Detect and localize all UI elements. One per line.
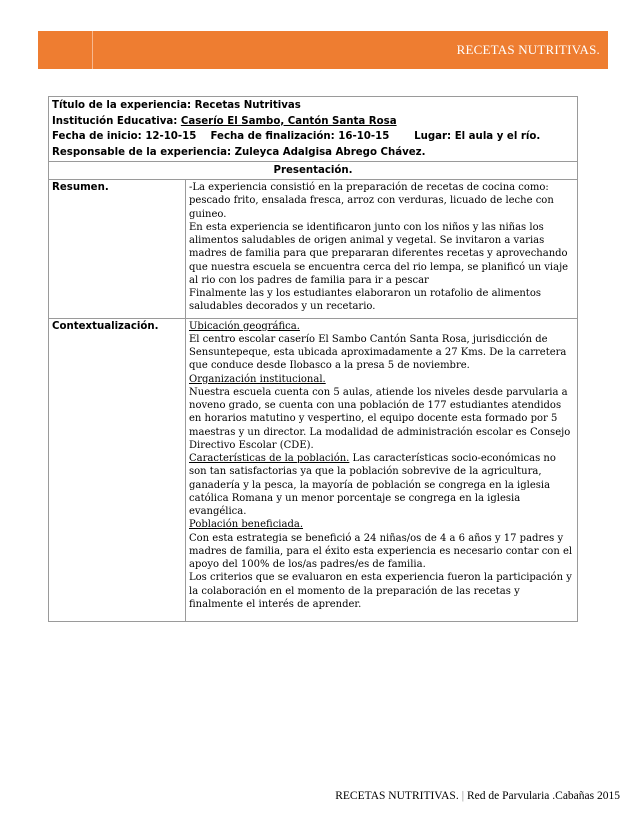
fecha-fin-value: 16-10-15 xyxy=(338,131,390,142)
poblacion-text: Con esta estrategia se benefició a 24 niñas/os de 4 a 6 años y 17 padres y madres de familia, para el éxito esta experiencia es necesario contar con el apoyo del 100% de los/as padres/es de familia. xyxy=(189,532,573,570)
contexto-row xyxy=(49,318,578,622)
responsable-line xyxy=(52,145,574,161)
caracteristicas-heading: Características de la población. xyxy=(189,453,350,464)
responsable-label: Responsable de la experiencia: xyxy=(52,146,232,158)
titulo-label: Título de la experiencia: xyxy=(52,100,192,111)
info-row xyxy=(49,97,578,162)
poblacion-heading: Población beneficiada. xyxy=(189,519,303,531)
fecha-inicio-label: Fecha de inicio: xyxy=(52,131,142,142)
header-bar xyxy=(38,31,608,69)
contexto-label: Contextualización. xyxy=(49,318,186,622)
resumen-paragraph-2: En esta experiencia se identificaron junto con los niños y las niñas los alimentos saludables de origen animal y vegetal. Se invitaron a varias madres de familia para que prepararan diferentes recetas y aprovechando que nuestra escuela se encuentra cerca del rio lempa, se planificó un viaje al rio con los padres de familia para ir a pescar xyxy=(189,221,569,286)
responsable-value: Zuleyca Adalgisa Abrego Chávez. xyxy=(234,146,426,158)
organizacion-text: Nuestra escuela cuenta con 5 aulas, atiende los niveles desde parvularia a noveno grado, se cuenta con una población de 177 estudiantes atendidos en horarios matutino y vespertino, el equipo docente esta formado por 5 maestras y un director. La modalidad de administración escolar es Consejo Directivo Escolar (CDE). xyxy=(189,386,571,451)
fechas-line xyxy=(52,129,574,145)
resumen-paragraph-3: Finalmente las y los estudiantes elaboraron un rotafolio de alimentos saludables decorados y un recetario. xyxy=(189,288,541,313)
page-footer xyxy=(335,790,620,802)
contexto-content xyxy=(186,318,578,622)
resumen-paragraph-1: -La experiencia consistió en la preparación de recetas de cocina como: pescado frito, ensalada fresca, arroz con verduras, licuado de leche con guineo. xyxy=(189,182,554,220)
lugar-label: Lugar: xyxy=(414,131,452,142)
presentacion-heading: Presentación. xyxy=(49,162,578,180)
header-divider xyxy=(92,31,93,69)
caracteristicas-text: Las características socio-económicas no son tan satisfactorias ya que la población sobrevive de la agricultura, ganadería y la pesca, la mayoría de población se congrega en la iglesia católica Romana y un menor porcentaje se congrega en la iglesia evangélica. xyxy=(189,453,556,517)
lugar-value: El aula y el río. xyxy=(454,131,541,142)
fecha-fin-label: Fecha de finalización: xyxy=(210,131,335,142)
titulo-line xyxy=(52,98,574,114)
institucion-value: Caserío El Sambo, Cantón Santa Rosa xyxy=(180,115,397,127)
resumen-row xyxy=(49,180,578,319)
resumen-content xyxy=(186,180,578,319)
footer-title: RECETAS NUTRITIVAS. xyxy=(335,790,459,802)
titulo-value: Recetas Nutritivas xyxy=(194,100,301,111)
footer-separator: | xyxy=(461,790,465,802)
organizacion-heading: Organización institucional. xyxy=(189,373,326,385)
institucion-line xyxy=(52,114,574,130)
caracteristicas-paragraph xyxy=(189,452,574,518)
experience-table xyxy=(48,96,578,622)
fecha-inicio-value: 12-10-15 xyxy=(145,131,197,142)
ubicacion-text: El centro escolar caserío El Sambo Cantón Santa Rosa, jurisdicción de Sensuntepeque, esta ubicada aproximadamente a 27 Kms. De la carretera que conduce desde Ilobasco a la presa 5 de noviembre. xyxy=(189,333,567,372)
header-title: RECETAS NUTRITIVAS. xyxy=(456,42,600,57)
resumen-label: Resumen. xyxy=(49,180,186,319)
institucion-label: Institución Educativa: xyxy=(52,115,178,127)
info-cell xyxy=(49,97,578,162)
presentacion-row xyxy=(49,162,578,180)
ubicacion-heading: Ubicación geográfica. xyxy=(189,320,300,332)
criterios-text: Los criterios que se evaluaron en esta experiencia fueron la participación y la colaboración en el momento de la preparación de las recetas y finalmente el interés de aprender. xyxy=(189,572,572,610)
footer-credit: Red de Parvularia .Cabañas 2015 xyxy=(467,790,620,802)
